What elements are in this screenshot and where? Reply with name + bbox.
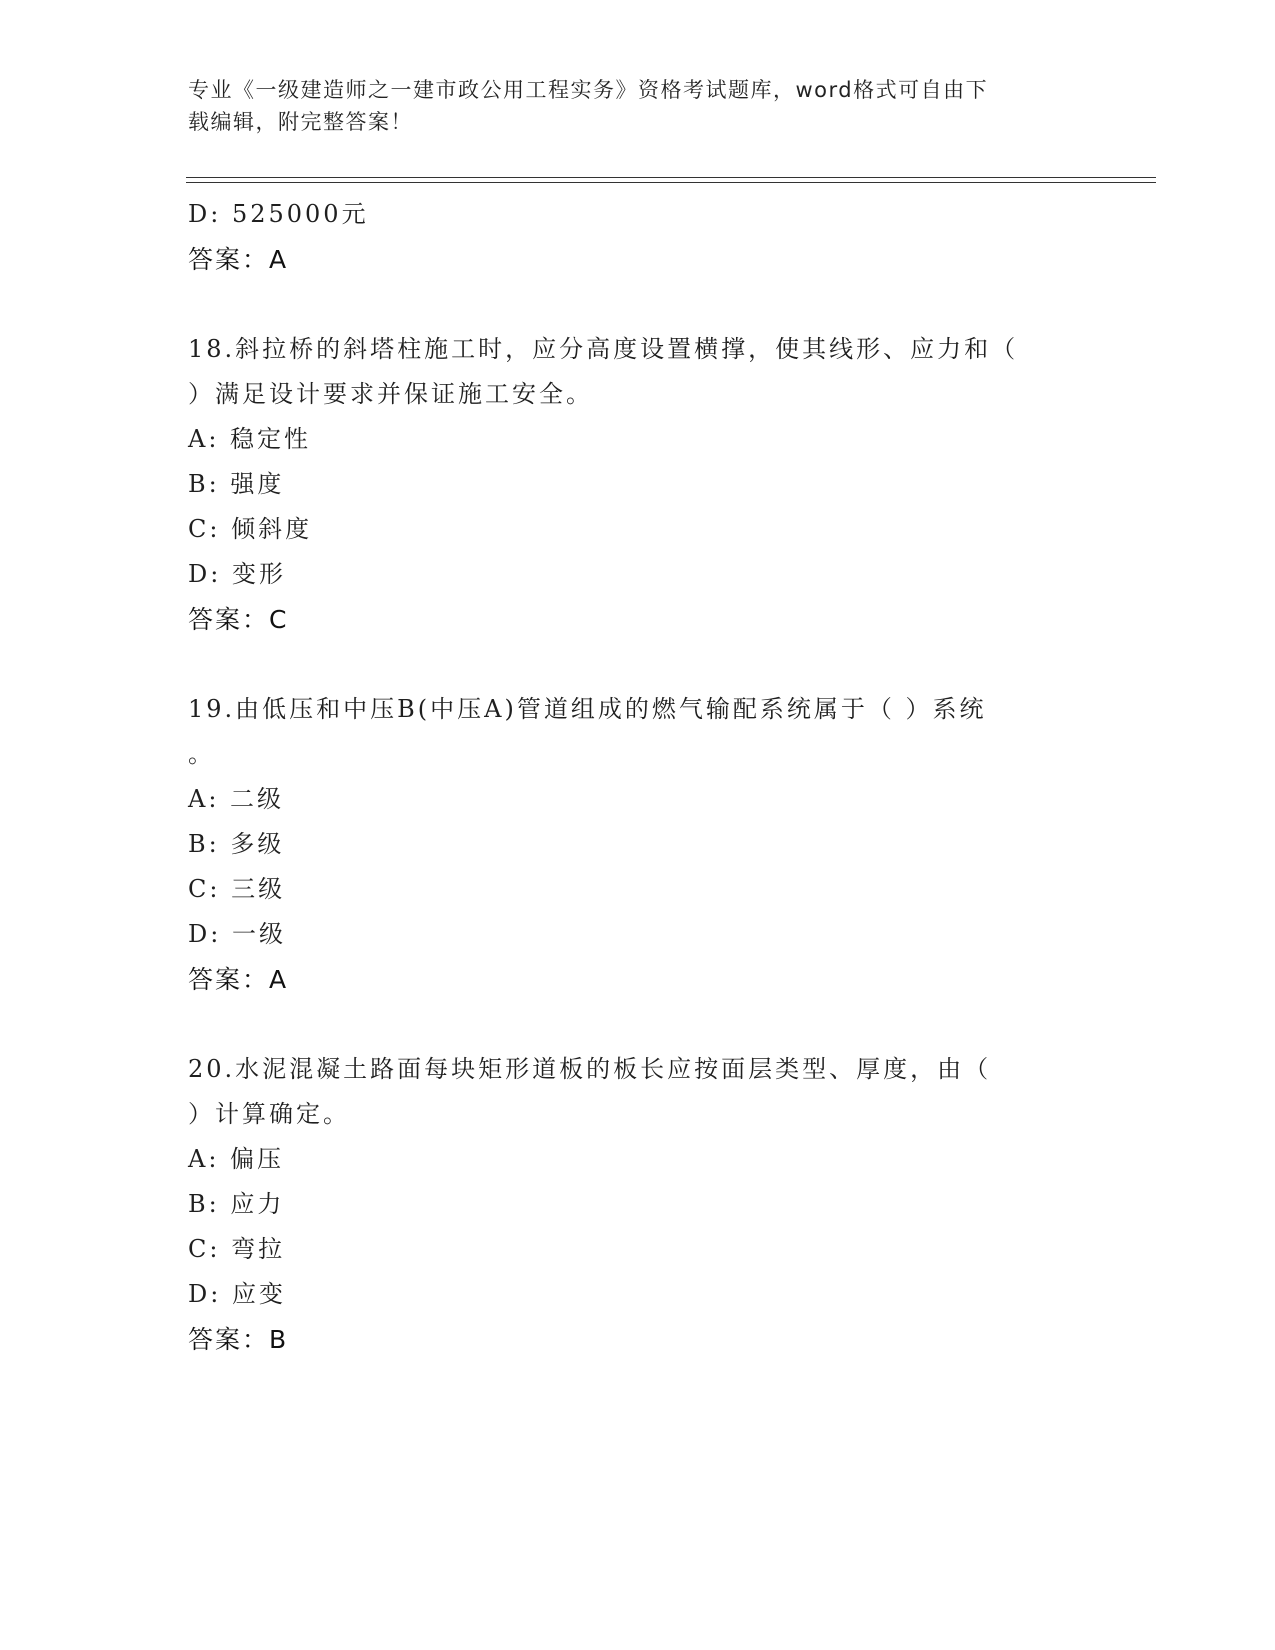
option-b: B: 多级 (188, 830, 285, 858)
header-line-1: 专业《一级建造师之一建市政公用工程实务》资格考试题库，word格式可自由下 (188, 78, 989, 102)
header-line-2: 载编辑，附完整答案！ (188, 110, 413, 134)
document-header (188, 74, 1088, 138)
option-c: C: 倾斜度 (188, 515, 313, 543)
header-divider-bottom (186, 182, 1156, 183)
option-d: D: 变形 (188, 560, 286, 588)
option-c: C: 弯拉 (188, 1235, 286, 1263)
option-a: A: 稳定性 (188, 425, 312, 453)
answer: 答案：B (188, 1325, 289, 1354)
option-b: B: 强度 (188, 470, 285, 498)
question-stem-line-1: 19.由低压和中压B(中压A)管道组成的燃气输配系统属于（ ）系统 (188, 695, 987, 723)
spacer (188, 282, 1088, 327)
option-c: C: 三级 (188, 875, 286, 903)
question-stem-line-2: 。 (188, 740, 215, 768)
question-18 (188, 327, 1088, 642)
question-list (188, 192, 1088, 1362)
question-stem-line-2: ）满足设计要求并保证施工安全。 (188, 380, 593, 408)
question-19 (188, 687, 1088, 1002)
option-a: A: 二级 (188, 785, 285, 813)
question-stem-line-1: 18.斜拉桥的斜塔柱施工时，应分高度设置横撑，使其线形、应力和（ (188, 335, 1019, 363)
option-a: A: 偏压 (188, 1145, 285, 1173)
answer: 答案：C (188, 605, 289, 634)
question-20 (188, 1047, 1088, 1362)
header-divider-top (186, 177, 1156, 178)
question-stem-line-2: ）计算确定。 (188, 1100, 350, 1128)
question-stem-line-1: 20.水泥混凝土路面每块矩形道板的板长应按面层类型、厚度，由（ (188, 1055, 992, 1083)
spacer (188, 1002, 1088, 1047)
spacer (188, 642, 1088, 687)
option-d: D: 应变 (188, 1280, 286, 1308)
option-b: B: 应力 (188, 1190, 285, 1218)
prev-answer: 答案：A (188, 245, 289, 274)
option-d: D: 一级 (188, 920, 286, 948)
answer: 答案：A (188, 965, 289, 994)
prev-option-d: D: 525000元 (188, 200, 369, 228)
